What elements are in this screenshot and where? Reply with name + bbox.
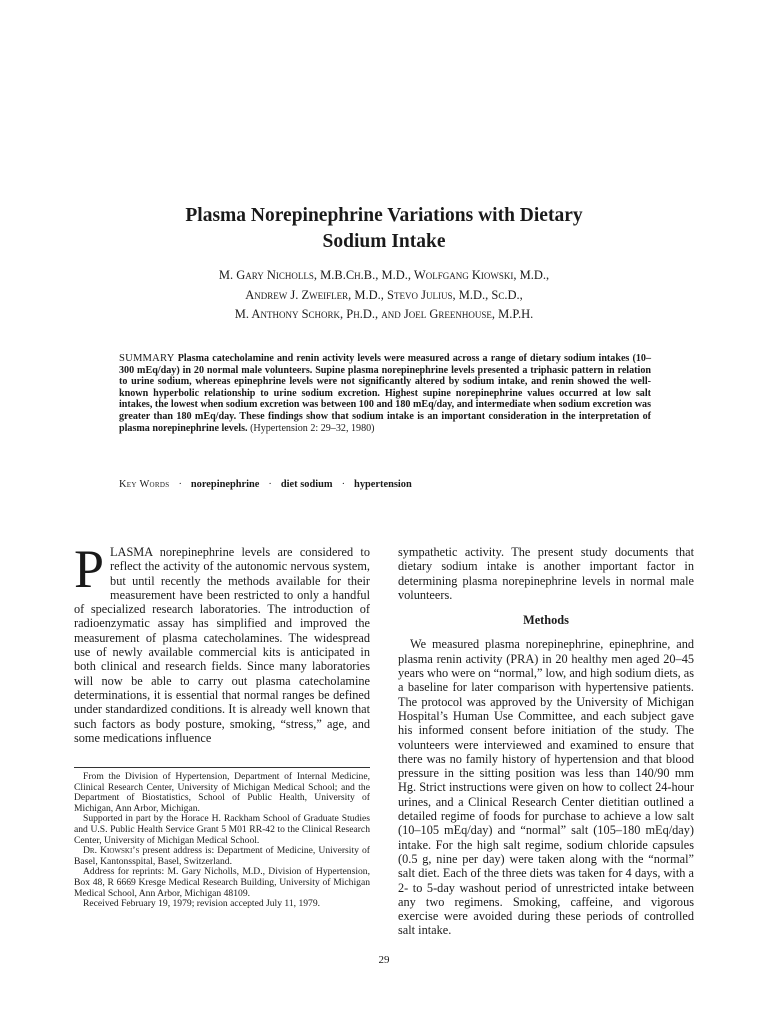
footnote-present-address [74, 846, 370, 867]
keywords-label: Key Words [119, 479, 170, 490]
keyword-bullet: · [268, 479, 272, 490]
abstract-citation: (Hypertension 2: 29–32, 1980) [250, 422, 375, 434]
present-address-text: present address is: Department of Medicine, University of Basel, Kantonsspital, Basel, Switzerland. [74, 845, 370, 867]
abstract-label: SUMMARY [119, 353, 175, 364]
continuation-paragraph: sympathetic activity. The present study documents that dietary sodium intake is another important factor in determining plasma norepinephrine levels in normal male volunteers. [398, 545, 694, 602]
intro-paragraph [74, 539, 370, 745]
title-line-1: Plasma Norepinephrine Variations with Dietary [185, 205, 583, 226]
methods-paragraph: We measured plasma norepinephrine, epinephrine, and plasma renin activity (PRA) in 20 healthy men aged 20–45 years who were on “normal,” low, and high sodium diets, as a baseline for later comparison with hypertensive patients. The protocol was approved by the University of Michigan Hospital’s Human Use Committee, and each subject gave his informed consent before initiation of the study. The volunteers were interviewed and examined to ensure that there was no family history of hypertension and that blood pressure in the sitting position was less than 140/90 mm Hg. Strict instructions were given on how to collect 24-hour urines, and a Clinical Research Center dietitian outlined a detailed regime of foods for purchase to achieve a low salt (10–105 mEq/day) and “normal” salt (105–180 mEq/day) intake. For the high salt regime, sodium chloride capsules (0.5 g, nine per day) were taken along with the “normal” salt diet. Each of the three diets was taken for 4 days, with a 2- to 5-day washout period of unrestricted intake between any two regimens. Smoking, caffeine, and vigorous exercise were avoided during these periods of controlled salt intake. [398, 637, 694, 938]
footnote-received: Received February 19, 1979; revision accepted July 11, 1979. [83, 898, 321, 910]
keyword: diet sodium [280, 479, 333, 490]
keyword-bullet: · [341, 479, 346, 490]
keywords [119, 478, 651, 492]
intro-text: LASMA norepinephrine levels are considered to reflect the activity of the autonomic nervous system, but until recently the methods available for their measurement have been restricted to only a handful of specialized research laboratories. The introduction of radioenzymatic assay has simplified and improved the measurement of plasma catecholamines. The widespread use of newly available commercial kits is anticipated in both clinical and research fields. Since many laboratories will now be able to carry out plasma catecholamine determinations, it is essential that normal ranges be defined under standardized conditions. It is already well known that such factors as body posture, smoking, “stress,” age, and some medications influence [74, 545, 370, 745]
page-number: 29 [378, 954, 390, 966]
title-line-2: Sodium Intake [322, 231, 446, 252]
abstract-body: Plasma catecholamine and renin activity levels were measured across a range of dietary sodium intakes (10–300 mEq/day) in 20 normal male volunteers. Supine plasma norepinephrine levels presented a triphasic pattern in relation to urine sodium, whereas epinephrine levels were not significantly altered by sodium intake, and renin showed the well-known hyperbolic relationship to urine sodium excretion. Highest supine norepinephrine values occurred at low salt intakes, the lowest when sodium excretion was between 100 and 180 mEq/day, and intermediate when sodium excretion was greater than 180 mEq/day. These findings show that sodium intake is an important consideration in the interpretation of plasma norepinephrine levels. [119, 353, 651, 434]
methods-heading: Methods [523, 613, 569, 628]
author-list [100, 266, 668, 325]
footnotes [74, 772, 370, 910]
keyword: hypertension [354, 479, 412, 490]
footnote-rule [74, 767, 370, 768]
abstract [119, 353, 651, 434]
footnote-reprints: Address for reprints: M. Gary Nicholls, M.D., Division of Hypertension, Box 48, R 6669 Kresge Medical Research Building, University of Michigan Medical School, Ann Arbor, Michigan 48109. [74, 866, 370, 899]
present-address-name: Dr. Kiowski’s [83, 845, 140, 857]
right-column [398, 545, 694, 938]
author-line-2: Andrew J. Zweifler, M.D., Stevo Julius, M.D., Sc.D., [245, 287, 523, 302]
drop-cap: P [74, 539, 105, 599]
keyword-bullet: · [178, 479, 182, 490]
article-title [100, 203, 668, 255]
footnote-affiliation: From the Division of Hypertension, Department of Internal Medicine, Clinical Research Center, University of Michigan Medical School; and the Department of Biostatistics, School of Public Health, University of Michigan, Ann Arbor, Michigan. [74, 771, 370, 814]
left-column [74, 539, 370, 745]
author-line-3: M. Anthony Schork, Ph.D., and Joel Greenhouse, M.P.H. [234, 307, 534, 321]
keyword: norepinephrine [190, 479, 260, 490]
footnote-support: Supported in part by the Horace H. Rackham School of Graduate Studies and U.S. Public Health Service Grant 5 M01 RR-42 to the Clinical Research Center, University of Michigan Medical School. [74, 813, 370, 846]
author-line-1: M. Gary Nicholls, M.B.Ch.B., M.D., Wolfgang Kiowski, M.D., [218, 268, 550, 282]
